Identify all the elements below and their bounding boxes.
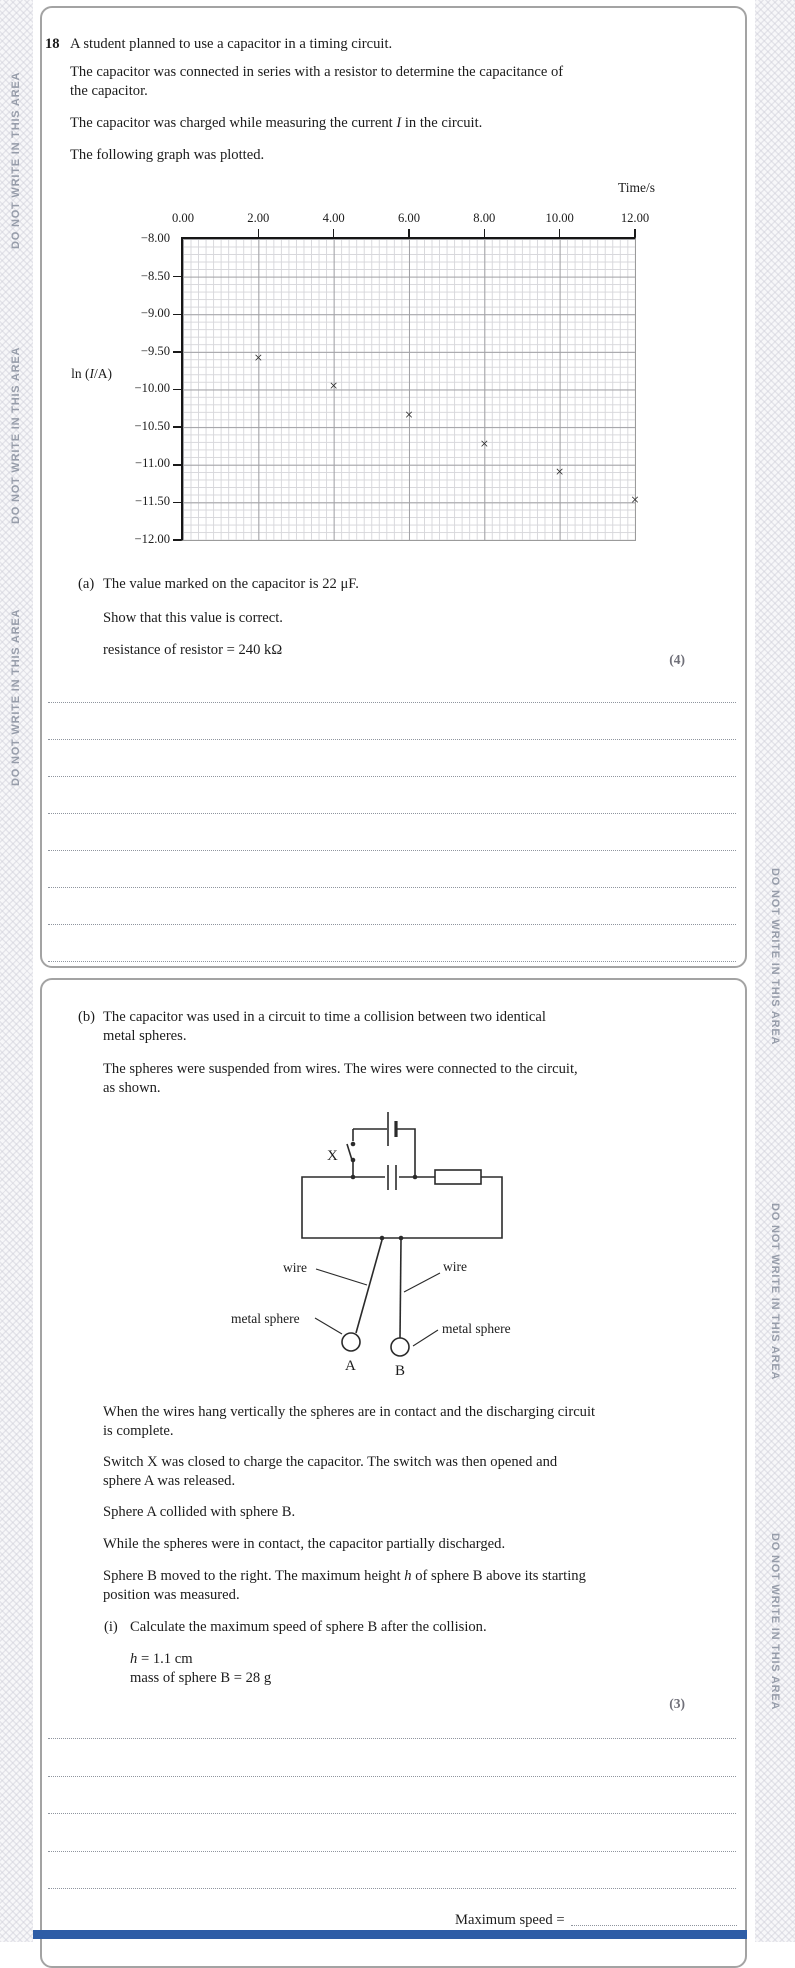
variable-h: h [130,1651,138,1667]
answer-line [48,813,736,814]
answer-field-maximum-speed [455,1912,737,1929]
x-tick-label: 8.00 [473,211,496,225]
variable-h: h [404,1568,412,1584]
y-tick-label: −8.50 [140,269,170,283]
answer-line [48,702,736,703]
question-number: 18 [45,36,60,52]
data-point: × [555,464,564,481]
part-a-instruction: Show that this value is correct. [103,610,283,626]
part-b-i-text: Calculate the maximum speed of sphere B after the collision. [130,1619,487,1635]
given-mass: mass of sphere B = 28 g [130,1670,272,1686]
part-a-statement: The value marked on the capacitor is 22 μF. [103,576,359,592]
x-tick-label: 12.00 [620,211,650,225]
question-intro: A student planned to use a capacitor in a timing circuit. [70,36,393,52]
footer-bar [33,1930,747,1939]
metal-sphere-label: metal sphere [442,1321,511,1336]
watermark-text: DO NOT WRITE IN THIS AREA [769,1203,781,1381]
text-run: = 1.1 cm [137,1651,193,1667]
answer-line [48,739,736,740]
question-paragraph [70,115,482,132]
answer-line [48,961,736,962]
part-b-intro: metal spheres. [103,1028,187,1044]
part-b-paragraph: While the spheres were in contact, the capacitor partially discharged. [103,1536,506,1552]
answer-line [48,1776,736,1777]
y-tick-label: −8.00 [140,231,170,245]
y-tick-label: −11.00 [135,456,170,470]
part-b-setup: as shown. [103,1080,161,1096]
part-b-i-marks: (3) [669,1696,685,1711]
answer-line [48,776,736,777]
wire-label: wire [443,1259,467,1274]
variable-I: I [396,115,402,131]
text-run: of sphere B above its starting [411,1568,586,1584]
wire-label: wire [283,1260,307,1275]
part-b-paragraph: sphere A was released. [103,1473,236,1489]
answer-line [48,1888,736,1889]
data-point: × [404,407,414,424]
y-tick-label: −12.00 [134,532,170,546]
part-a-given: resistance of resistor = 240 kΩ [103,642,283,658]
y-tick-label: −9.00 [140,306,170,320]
part-b-paragraph [103,1568,586,1585]
plot-area [181,237,640,542]
y-axis-title [42,366,112,382]
part-b-paragraph: When the wires hang vertically the spheres are in contact and the discharging circuit [103,1404,596,1420]
question-paragraph: The following graph was plotted. [70,147,265,163]
text-run: Sphere B moved to the right. The maximum height [103,1568,405,1584]
y-tick-label: −10.50 [134,419,170,433]
watermark-text: DO NOT WRITE IN THIS AREA [769,868,781,1046]
switch-label: X [327,1148,338,1164]
watermark-text: DO NOT WRITE IN THIS AREA [10,346,22,524]
part-b-paragraph: is complete. [103,1423,174,1439]
answer-field-label: Maximum speed = [455,1912,565,1928]
part-b-paragraph: Switch X was closed to charge the capacitor. The switch was then opened and [103,1454,558,1470]
part-b-intro: The capacitor was used in a circuit to time a collision between two identical [103,1009,546,1025]
variable-I: I [89,366,94,381]
part-b-paragraph: Sphere A collided with sphere B. [103,1504,296,1520]
given-height [130,1651,193,1668]
answer-line [48,1813,736,1814]
data-point: × [254,350,263,367]
answer-line [48,1851,736,1852]
sphere-b-label: B [395,1363,406,1379]
part-a-marks: (4) [669,652,685,667]
data-point: × [630,492,640,509]
part-b-label: (b) [78,1009,96,1025]
text-run: /A) [94,366,112,381]
x-tick-label: 10.00 [545,211,574,225]
y-tick-label: −9.50 [140,344,170,358]
question-paragraph: the capacitor. [70,83,148,99]
watermark-text: DO NOT WRITE IN THIS AREA [10,71,22,249]
data-point: × [329,378,338,395]
text-run: ln ( [71,366,90,381]
answer-line [48,887,736,888]
part-a-label: (a) [78,576,95,592]
y-tick-label: −11.50 [135,494,170,508]
sphere-a-label: A [345,1358,356,1374]
left-margin-strip [0,0,33,1942]
y-tick-label: −10.00 [134,381,170,395]
x-tick-label: 0.00 [171,211,195,225]
watermark-text: DO NOT WRITE IN THIS AREA [10,608,22,786]
x-axis-title: Time/s [617,180,655,195]
question-paragraph: The capacitor was connected in series with a resistor to determine the capacitance of [70,64,564,80]
answer-line [48,1738,736,1739]
x-tick-label: 2.00 [247,211,270,225]
part-b-paragraph: position was measured. [103,1587,240,1603]
x-tick-label: 4.00 [322,211,345,225]
data-point: × [480,436,489,453]
part-b-setup: The spheres were suspended from wires. The wires were connected to the circuit, [103,1061,578,1077]
answer-line [48,850,736,851]
metal-sphere-label: metal sphere [231,1311,300,1326]
text-run: in the circuit. [401,115,483,131]
answer-field-dotted-line [571,1912,737,1926]
x-tick-label: 6.00 [397,211,421,225]
text-run: The capacitor was charged while measuring the current [70,115,397,131]
watermark-text: DO NOT WRITE IN THIS AREA [769,1533,781,1711]
answer-line [48,924,736,925]
part-b-i-label: (i) [104,1619,118,1635]
